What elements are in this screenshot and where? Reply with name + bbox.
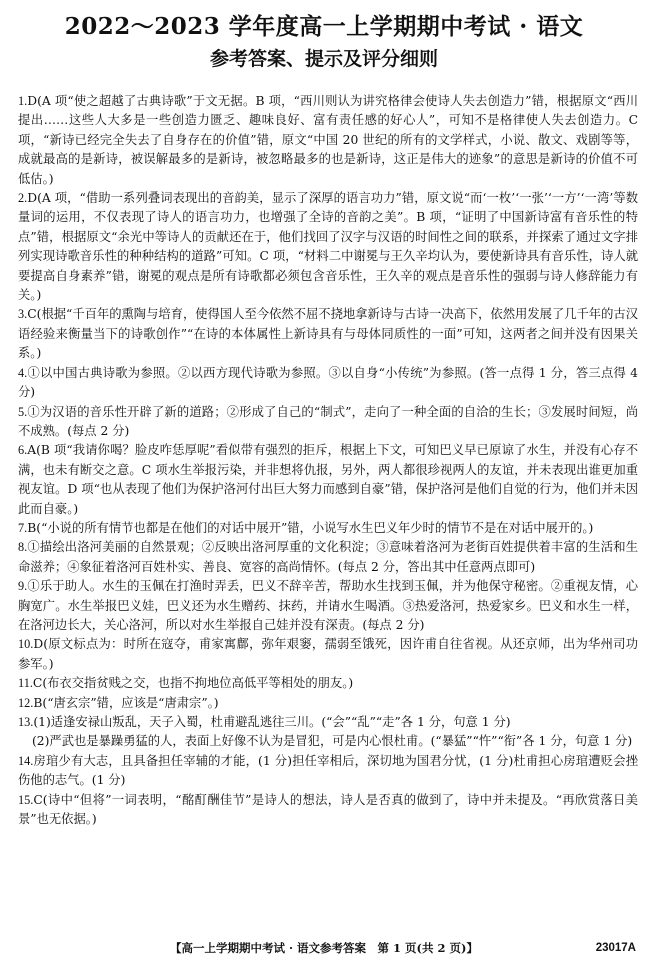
answer-number: 7. bbox=[18, 520, 28, 535]
answer-item bbox=[18, 364, 638, 403]
answer-text: D(A 项，“借助一系列叠词表现出的音韵美，显示了深厚的语言功力”错，原文说“而‘一枚’‘一张’‘一方’‘一湾’等数量词的运用，不仅表现了诗人的语言功力，也增强了全诗的音韵之美”。B 项，“证明了中国新诗富有音乐性的特点”错，根据原文“余光中等诗人的贡献还在于，他们找回了汉字与汉语的时间性之间的联系，并探索了通过文字排列实现诗歌音乐性的种种结构的道路”可知。C 项，“材料二中谢冕与王久辛均认为，要使新诗具有音乐性，诗人就要提高自身素养”错，谢冕的观点是所有诗歌都必须包含音乐性，王久辛的观点是音乐性的强弱与诗人修辞能力有关。) bbox=[18, 191, 638, 303]
answer-text: 房琯少有大志，且具备担任宰辅的才能，(1 分)担任宰相后，深切地为国君分忧，(1 分)杜甫担心房琯遭贬会挫伤他的志气。(1 分) bbox=[18, 753, 638, 788]
answer-text: C(根据“千百年的熏陶与培育，使得国人至今依然不屈不挠地拿新诗与古诗一决高下，依然用发展了几千年的古汉语经验来衡量当下的诗歌创作”“在诗的本体属性上新诗具有与母体同质性的一面”可知，这两者之间并没有因果关系。) bbox=[18, 307, 638, 361]
answer-number: 1. bbox=[18, 94, 28, 108]
answer-number: 3. bbox=[18, 307, 28, 322]
answer-number: 2. bbox=[18, 191, 28, 206]
answer-text: B(“唐玄宗”错，应该是“唐肃宗”。) bbox=[33, 695, 219, 710]
answer-number: 13. bbox=[18, 715, 34, 729]
answer-list bbox=[18, 92, 638, 829]
answer-text: D(原文标点为：时所在寇夺，甫家寓鄜，弥年艰窭，孺弱至饿死，因许甫自往省视。从还京师，出为华州司功参军。) bbox=[18, 637, 638, 671]
answer-number: 14. bbox=[18, 753, 34, 768]
answer-item bbox=[18, 189, 638, 305]
answer-item bbox=[18, 92, 638, 189]
answer-text: ①为汉语的音乐性开辟了新的道路；②形成了自己的“制式”，走向了一种全面的自洽的生长；③发展时间短，尚不成熟。(每点 2 分) bbox=[18, 404, 638, 438]
answer-text: ①乐于助人。水生的玉佩在打渔时弄丢，巴义不辞辛苦，帮助水生找到玉佩，并为他保守秘密。②重视友情，心胸宽广。水生举报巴义娃，巴义还为水生赠药、抹药，并请水生喝酒。③热爱洛河，热爱家乡。巴义和水生一样，在洛河边长大，关心洛河，所以对水生举报自己娃并没有深责。(每点 2 分) bbox=[18, 579, 638, 632]
footer-page-info: 【高一上学期期中考试 · 语文参考答案 第 1 页(共 2 页)】 bbox=[170, 941, 478, 955]
answer-item bbox=[18, 713, 638, 732]
answer-text: ①以中国古典诗歌为参照。②以西方现代诗歌为参照。③以自身“小传统”为参照。(答一点得 1 分，答三点得 4 分) bbox=[18, 365, 638, 400]
answer-text: D(A 项“使之超越了古典诗歌”于文无据。B 项，“西川则认为讲究格律会使诗人失去创造力”错，根据原文“西川提出……这些人大多是一些创造力匮乏、趣味良好、富有责任感的好心人”，可知不是格律使人失去创造力。C 项，“新诗已经完全失去了自身存在的价值”错，原文“中国 20 世纪的所有的文学样式，小说、散文、戏剧等等，成就最高的是新诗，被误解最多的是新诗，被忽略最多的也是新诗，这正是伟大的迹象”的意思是新诗的价值不可低估。) bbox=[18, 94, 638, 186]
answer-number: 10. bbox=[18, 637, 34, 652]
answer-item bbox=[18, 752, 638, 791]
answer-item bbox=[18, 694, 638, 713]
answer-item bbox=[18, 519, 638, 538]
answer-number: 15. bbox=[18, 792, 34, 807]
answer-number: 12. bbox=[18, 695, 34, 710]
footer-doc-code: 23017A bbox=[595, 942, 636, 954]
answer-number: 5. bbox=[18, 404, 28, 419]
answer-number: 9. bbox=[18, 579, 28, 594]
answer-number: 11. bbox=[18, 676, 33, 691]
answer-item bbox=[18, 674, 638, 693]
answer-item bbox=[18, 403, 638, 442]
answer-text: C(布衣交指贫贱之交，也指不拘地位高低平等相处的朋友。) bbox=[32, 676, 354, 691]
answer-text: ①描绘出洛河美丽的自然景观；②反映出洛河厚重的文化积淀；③意味着洛河为老街百姓提供着丰富的生活和生命滋养；④象征着洛河百姓朴实、善良、宽容的高尚情怀。(每点 2 分，答出其中任意两点即可) bbox=[18, 540, 638, 574]
answer-text: (2)严武也是暴躁勇猛的人，表面上好像不认为是冒犯，可是内心恨杜甫。(“暴猛”“忤”“衔”各 1 分，句意 1 分) bbox=[32, 734, 633, 749]
document-title: 2022～2023 学年度高一上学期期中考试 · 语文 bbox=[64, 13, 584, 40]
answer-item bbox=[18, 305, 638, 363]
answer-item bbox=[18, 732, 638, 751]
answer-item bbox=[18, 577, 638, 635]
answer-text: (1)适逢安禄山叛乱，天子入蜀，杜甫避乱逃往三川。(“会”“乱”“走”各 1 分，句意 1 分) bbox=[33, 715, 511, 729]
answer-number: 4. bbox=[18, 365, 28, 380]
answer-text: C(诗中“但将”一词表明，“酩酊酬佳节”是诗人的想法，诗人是否真的做到了，诗中并未提及。“再欣赏落日美景”也无依据。) bbox=[18, 792, 638, 827]
answer-item bbox=[18, 538, 638, 577]
answer-item bbox=[18, 791, 638, 830]
document-subtitle: 参考答案、提示及评分细则 bbox=[209, 48, 438, 70]
answer-item bbox=[18, 441, 638, 519]
answer-text: B(“小说的所有情节也都是在他们的对话中展开”错，小说写水生巴义年少时的情节不是在对话中展开的。) bbox=[27, 520, 594, 535]
answer-text: A(B 项“我请你喝？脸皮咋恁厚呢”看似带有强烈的拒斥，根据上下文，可知巴义早已原谅了水生，并没有心存不满，也未有断交之意。C 项水生举报污染，并非想将仇报，另外，两人都很珍视两人的友谊，并未表现出谁更加重视友谊。D 项“也从表现了他们为保护洛河付出巨大努力而感到自豪”错，保护洛河是他们自觉的行为，他们并未因此而自豪。) bbox=[18, 443, 638, 516]
answer-number: 8. bbox=[18, 540, 28, 555]
answer-item bbox=[18, 635, 638, 674]
answer-number: 6. bbox=[18, 443, 28, 458]
